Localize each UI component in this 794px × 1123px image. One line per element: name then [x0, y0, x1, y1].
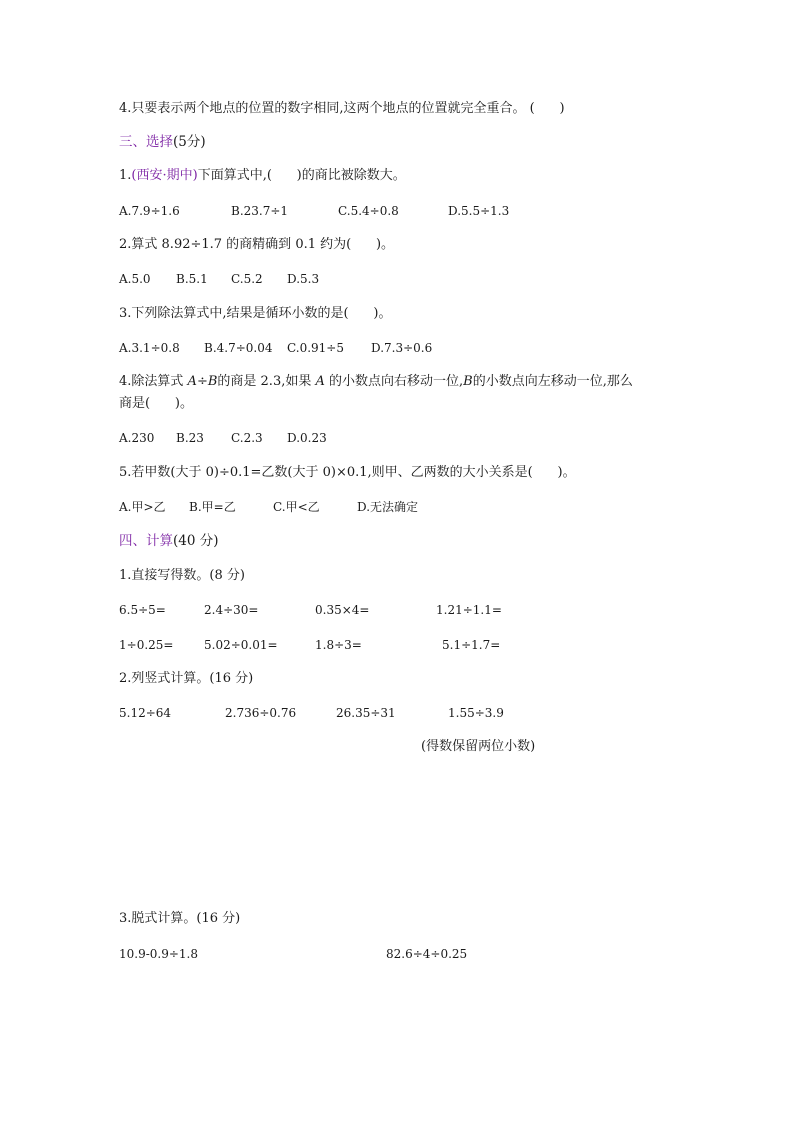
section-4-title: 四、计算	[119, 533, 173, 549]
choice-question-3: 3.下列除法算式中,结果是循环小数的是( )。	[119, 306, 392, 321]
calc-1-item: 2.4÷30=	[204, 603, 259, 617]
tf-question-4: 4.只要表示两个地点的位置的数字相同,这两个地点的位置就完全重合。 ( )	[119, 101, 565, 116]
q4-text-part: 4.除法算式	[119, 374, 188, 389]
section-4-score: (40 分)	[173, 533, 219, 549]
choice-question-5: 5.若甲数(大于 0)÷0.1=乙数(大于 0)×0.1,则甲、乙两数的大小关系是( )。	[119, 465, 576, 480]
choice-question-4-cont: 商是( )。	[119, 396, 193, 411]
variable-b: B	[207, 374, 218, 389]
calc-2-item: 5.12÷64	[119, 706, 172, 720]
q4-option-b: B.23	[176, 431, 204, 445]
q2-option-b: B.5.1	[176, 272, 208, 286]
q3-option-b: B.4.7÷0.04	[204, 341, 273, 355]
calc-1-title: 1.直接写得数。(8 分)	[119, 568, 245, 583]
calc-2-note: (得数保留两位小数)	[421, 739, 536, 754]
question-number: 1.	[119, 168, 132, 183]
calc-3-title: 3.脱式计算。(16 分)	[119, 911, 241, 926]
q5-option-d: D.无法确定	[357, 500, 419, 514]
section-3-heading	[119, 133, 206, 151]
q2-option-a: A.5.0	[119, 272, 151, 286]
choice-question-1	[119, 167, 406, 185]
calc-2-item: 2.736÷0.76	[225, 706, 297, 720]
variable-b: B	[463, 374, 473, 389]
q1-option-b: B.23.7÷1	[231, 204, 289, 218]
section-4-heading	[119, 532, 219, 550]
q4-option-a: A.230	[119, 431, 155, 445]
calc-3-item: 82.6÷4÷0.25	[386, 947, 468, 961]
q5-option-a: A.甲>乙	[119, 500, 166, 514]
section-3-title: 三、选择	[119, 134, 173, 150]
q4-text-part: 的商是 2.3,如果	[217, 374, 316, 389]
calc-1-item: 6.5÷5=	[119, 603, 166, 617]
calc-1-item: 1÷0.25=	[119, 638, 174, 652]
q2-option-c: C.5.2	[231, 272, 263, 286]
section-3-score: (5分)	[173, 134, 206, 150]
calc-1-item: 5.1÷1.7=	[442, 638, 501, 652]
calc-1-item: 5.02÷0.01=	[204, 638, 278, 652]
q3-option-d: D.7.3÷0.6	[371, 341, 433, 355]
variable-a: A	[315, 374, 325, 389]
choice-question-4	[119, 373, 633, 391]
q4-text-part: 的小数点向左移动一位,那么	[472, 374, 633, 389]
calc-2-item: 26.35÷31	[336, 706, 396, 720]
variable-a: A	[187, 374, 197, 389]
q2-option-d: D.5.3	[287, 272, 320, 286]
q1-option-a: A.7.9÷1.6	[119, 204, 180, 218]
source-tag: (西安·期中)	[131, 168, 198, 183]
calc-2-title: 2.列竖式计算。(16 分)	[119, 671, 254, 686]
q3-option-a: A.3.1÷0.8	[119, 341, 180, 355]
question-text: 下面算式中,( )的商比被除数大。	[197, 168, 406, 183]
divide-sign: ÷	[196, 374, 208, 389]
q1-option-c: C.5.4÷0.8	[338, 204, 399, 218]
q5-option-c: C.甲<乙	[273, 500, 320, 514]
q4-option-c: C.2.3	[231, 431, 263, 445]
q5-option-b: B.甲=乙	[189, 500, 236, 514]
q1-option-d: D.5.5÷1.3	[448, 204, 510, 218]
calc-1-item: 1.8÷3=	[315, 638, 362, 652]
calc-2-item: 1.55÷3.9	[448, 706, 504, 720]
choice-question-2: 2.算式 8.92÷1.7 的商精确到 0.1 约为( )。	[119, 237, 395, 252]
calc-3-item: 10.9-0.9÷1.8	[119, 947, 198, 961]
q3-option-c: C.0.91÷5	[287, 341, 344, 355]
calc-1-item: 0.35×4=	[315, 603, 370, 617]
q4-text-part: 的小数点向右移动一位,	[324, 374, 464, 389]
q4-option-d: D.0.23	[287, 431, 327, 445]
calc-1-item: 1.21÷1.1=	[436, 603, 502, 617]
